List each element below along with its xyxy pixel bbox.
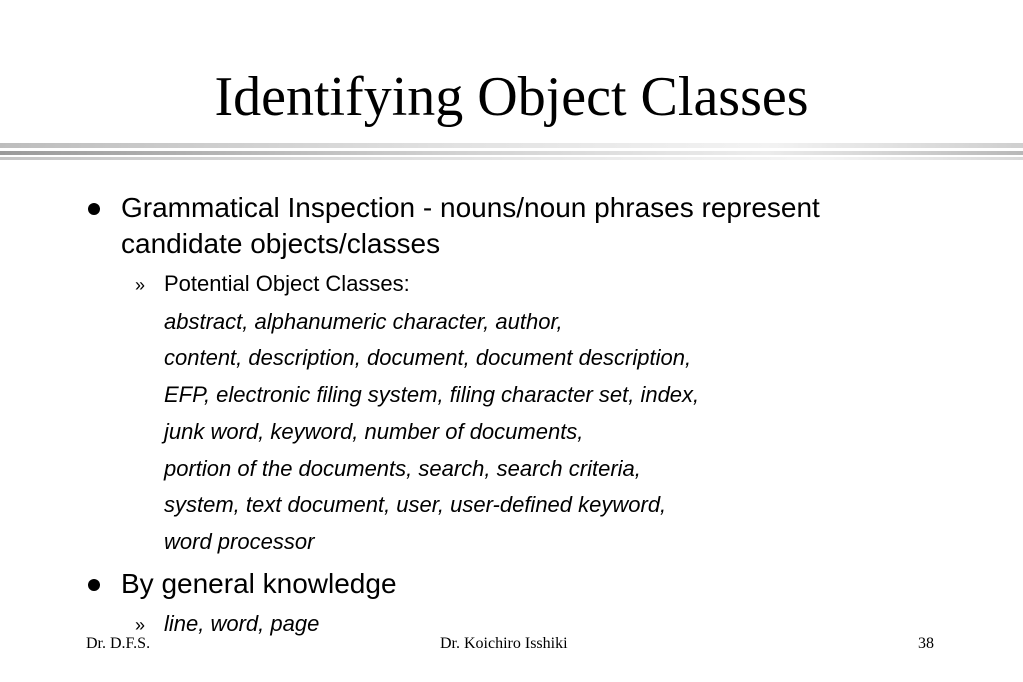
object-class-list-line: portion of the documents, search, search criteria, [164,456,641,481]
object-class-list-line: content, description, document, document description, [164,345,692,370]
bullet-dot-icon [88,579,100,591]
title-divider-bottom [0,157,1023,160]
subbullet-marker-icon: » [135,275,146,295]
object-class-list-line: abstract, alphanumeric character, author, [164,309,563,334]
subbullet-label: Potential Object Classes: [164,271,410,296]
slide-title: Identifying Object Classes [214,66,809,128]
object-class-list-line: word processor [164,529,315,554]
footer-center: Dr. Koichiro Isshiki [440,635,568,652]
object-class-list-line: system, text document, user, user-defined keyword, [164,492,667,517]
bullet-text-line: Grammatical Inspection - nouns/noun phrases represent [121,192,820,223]
subbullet-label: line, word, page [164,611,320,636]
footer-page-number: 38 [918,635,934,652]
object-class-list-line: EFP, electronic filing system, filing character set, index, [164,382,700,407]
title-divider-middle [0,151,1023,155]
bullet-dot-icon [88,203,100,215]
bullet-text-line: By general knowledge [121,568,397,599]
bullet-text-line: candidate objects/classes [121,228,441,259]
object-class-list-line: junk word, keyword, number of documents, [164,419,584,444]
title-divider-top [0,143,1023,148]
subbullet-marker-icon: » [135,615,146,635]
footer-left: Dr. D.F.S. [86,635,151,652]
